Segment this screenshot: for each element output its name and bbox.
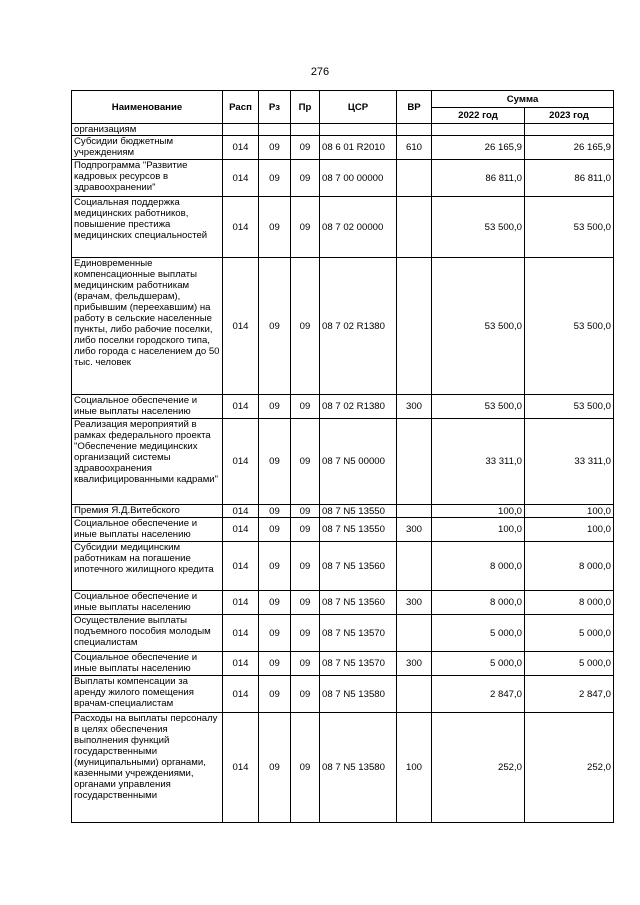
row-vr <box>397 197 432 258</box>
header-vr: ВР <box>397 91 432 124</box>
row-vr <box>397 615 432 652</box>
row-csr: 08 7 N5 13580 <box>320 676 397 713</box>
table-row <box>72 258 614 395</box>
row-2022: 252,0 <box>432 713 525 823</box>
row-pr: 09 <box>291 505 320 518</box>
row-2022: 5 000,0 <box>432 615 525 652</box>
row-2022: 33 311,0 <box>432 419 525 505</box>
row-rasp: 014 <box>223 652 259 676</box>
row-pr: 09 <box>291 160 320 197</box>
row-2023: 2 847,0 <box>525 676 614 713</box>
row-2023: 100,0 <box>525 505 614 518</box>
table-row <box>72 505 614 518</box>
row-csr: 08 6 01 R2010 <box>320 136 397 160</box>
header-rasp: Расп <box>223 91 259 124</box>
row-pr: 09 <box>291 713 320 823</box>
row-name: организациям <box>72 124 223 136</box>
row-2023: 100,0 <box>525 518 614 542</box>
table-row <box>72 160 614 197</box>
row-2022: 53 500,0 <box>432 197 525 258</box>
row-rasp: 014 <box>223 615 259 652</box>
row-rasp: 014 <box>223 258 259 395</box>
row-2022: 2 847,0 <box>432 676 525 713</box>
row-pr: 09 <box>291 258 320 395</box>
row-vr <box>397 160 432 197</box>
table-row <box>72 615 614 652</box>
row-rasp: 014 <box>223 676 259 713</box>
row-rz: 09 <box>259 197 291 258</box>
row-csr: 08 7 N5 13580 <box>320 713 397 823</box>
header-sum: Сумма <box>432 91 614 108</box>
row-2023: 53 500,0 <box>525 258 614 395</box>
row-rz: 09 <box>259 518 291 542</box>
row-vr <box>397 124 432 136</box>
table-row <box>72 713 614 823</box>
header-2023: 2023 год <box>525 108 614 124</box>
row-name: Расходы на выплаты персоналу в целях обеспечения выполнения функций государственными (муниципальными) органами, казенными учреждениями, органами управления государственными <box>72 713 223 823</box>
row-csr <box>320 124 397 136</box>
table-row <box>72 676 614 713</box>
row-csr: 08 7 02 R1380 <box>320 395 397 419</box>
table-row <box>72 591 614 615</box>
row-2023 <box>525 124 614 136</box>
row-2022: 26 165,9 <box>432 136 525 160</box>
row-pr: 09 <box>291 136 320 160</box>
row-rasp: 014 <box>223 136 259 160</box>
row-pr: 09 <box>291 197 320 258</box>
row-vr: 300 <box>397 395 432 419</box>
row-2023: 252,0 <box>525 713 614 823</box>
row-name: Премия Я.Д.Витебского <box>72 505 223 518</box>
row-rz: 09 <box>259 652 291 676</box>
row-rasp: 014 <box>223 542 259 591</box>
row-name: Подпрограмма "Развитие кадровых ресурсов в здравоохранении" <box>72 160 223 197</box>
row-name: Единовременные компенсационные выплаты медицинским работникам (врачам, фельдшерам), прибывшим (переехавшим) на работу в сельские населенные пункты, либо рабочие поселки, либо поселки городского типа, либо города с населением до 50 тыс. человек <box>72 258 223 395</box>
row-pr: 09 <box>291 419 320 505</box>
row-name: Социальное обеспечение и иные выплаты населению <box>72 518 223 542</box>
table-row <box>72 652 614 676</box>
row-name: Социальное обеспечение и иные выплаты населению <box>72 652 223 676</box>
row-2022: 8 000,0 <box>432 542 525 591</box>
header-csr: ЦСР <box>320 91 397 124</box>
row-vr: 300 <box>397 591 432 615</box>
row-pr <box>291 124 320 136</box>
row-2022: 5 000,0 <box>432 652 525 676</box>
row-csr: 08 7 N5 00000 <box>320 419 397 505</box>
page-number: 276 <box>310 66 330 78</box>
row-2022: 53 500,0 <box>432 258 525 395</box>
row-vr <box>397 419 432 505</box>
row-2022: 8 000,0 <box>432 591 525 615</box>
row-rasp: 014 <box>223 419 259 505</box>
row-rasp: 014 <box>223 518 259 542</box>
row-vr: 610 <box>397 136 432 160</box>
row-2022: 100,0 <box>432 505 525 518</box>
row-vr <box>397 258 432 395</box>
row-rasp <box>223 124 259 136</box>
row-name: Социальное обеспечение и иные выплаты населению <box>72 591 223 615</box>
row-rz: 09 <box>259 591 291 615</box>
row-2023: 26 165,9 <box>525 136 614 160</box>
row-2022: 86 811,0 <box>432 160 525 197</box>
row-pr: 09 <box>291 615 320 652</box>
row-vr <box>397 542 432 591</box>
row-csr: 08 7 00 00000 <box>320 160 397 197</box>
table-row <box>72 419 614 505</box>
row-rasp: 014 <box>223 713 259 823</box>
row-csr: 08 7 N5 13560 <box>320 542 397 591</box>
budget-table <box>71 90 614 823</box>
row-csr: 08 7 N5 13570 <box>320 615 397 652</box>
row-name: Выплаты компенсации за аренду жилого помещения врачам-специалистам <box>72 676 223 713</box>
row-rz <box>259 124 291 136</box>
table-row <box>72 197 614 258</box>
row-pr: 09 <box>291 518 320 542</box>
row-csr: 08 7 N5 13560 <box>320 591 397 615</box>
row-vr: 100 <box>397 713 432 823</box>
row-rz: 09 <box>259 160 291 197</box>
header-2022: 2022 год <box>432 108 525 124</box>
row-2023: 86 811,0 <box>525 160 614 197</box>
row-2022: 53 500,0 <box>432 395 525 419</box>
row-2023: 33 311,0 <box>525 419 614 505</box>
table-row <box>72 518 614 542</box>
header-name: Наименование <box>72 91 223 124</box>
row-csr: 08 7 N5 13550 <box>320 518 397 542</box>
row-name: Субсидии медицинским работникам на погашение ипотечного жилищного кредита <box>72 542 223 591</box>
row-2023: 8 000,0 <box>525 591 614 615</box>
row-vr: 300 <box>397 518 432 542</box>
table-row <box>72 542 614 591</box>
row-csr: 08 7 02 00000 <box>320 197 397 258</box>
row-rasp: 014 <box>223 591 259 615</box>
table-row <box>72 124 614 136</box>
header-rz: Рз <box>259 91 291 124</box>
row-2023: 53 500,0 <box>525 395 614 419</box>
row-csr: 08 7 N5 13550 <box>320 505 397 518</box>
row-vr: 300 <box>397 652 432 676</box>
table-row <box>72 136 614 160</box>
row-pr: 09 <box>291 652 320 676</box>
row-pr: 09 <box>291 395 320 419</box>
row-name: Социальная поддержка медицинских работников, повышение престижа медицинских специальностей <box>72 197 223 258</box>
row-2023: 8 000,0 <box>525 542 614 591</box>
table-row <box>72 395 614 419</box>
row-rasp: 014 <box>223 160 259 197</box>
row-rasp: 014 <box>223 395 259 419</box>
row-2022 <box>432 124 525 136</box>
row-rz: 09 <box>259 419 291 505</box>
row-name: Социальное обеспечение и иные выплаты населению <box>72 395 223 419</box>
row-rz: 09 <box>259 542 291 591</box>
row-rz: 09 <box>259 713 291 823</box>
row-rz: 09 <box>259 136 291 160</box>
row-2023: 53 500,0 <box>525 197 614 258</box>
row-name: Субсидии бюджетным учреждениям <box>72 136 223 160</box>
row-name: Реализация мероприятий в рамках федерального проекта "Обеспечение медицинских организаций системы здравоохранения квалифицированными кадрами" <box>72 419 223 505</box>
header-pr: Пр <box>291 91 320 124</box>
row-csr: 08 7 N5 13570 <box>320 652 397 676</box>
row-rz: 09 <box>259 676 291 713</box>
row-2022: 100,0 <box>432 518 525 542</box>
row-pr: 09 <box>291 676 320 713</box>
row-2023: 5 000,0 <box>525 652 614 676</box>
row-rasp: 014 <box>223 505 259 518</box>
row-rz: 09 <box>259 505 291 518</box>
row-vr <box>397 676 432 713</box>
row-name: Осуществление выплаты подъемного пособия молодым специалистам <box>72 615 223 652</box>
row-rz: 09 <box>259 258 291 395</box>
row-vr <box>397 505 432 518</box>
row-pr: 09 <box>291 542 320 591</box>
row-rz: 09 <box>259 395 291 419</box>
row-rz: 09 <box>259 615 291 652</box>
row-rasp: 014 <box>223 197 259 258</box>
row-pr: 09 <box>291 591 320 615</box>
row-csr: 08 7 02 R1380 <box>320 258 397 395</box>
row-2023: 5 000,0 <box>525 615 614 652</box>
